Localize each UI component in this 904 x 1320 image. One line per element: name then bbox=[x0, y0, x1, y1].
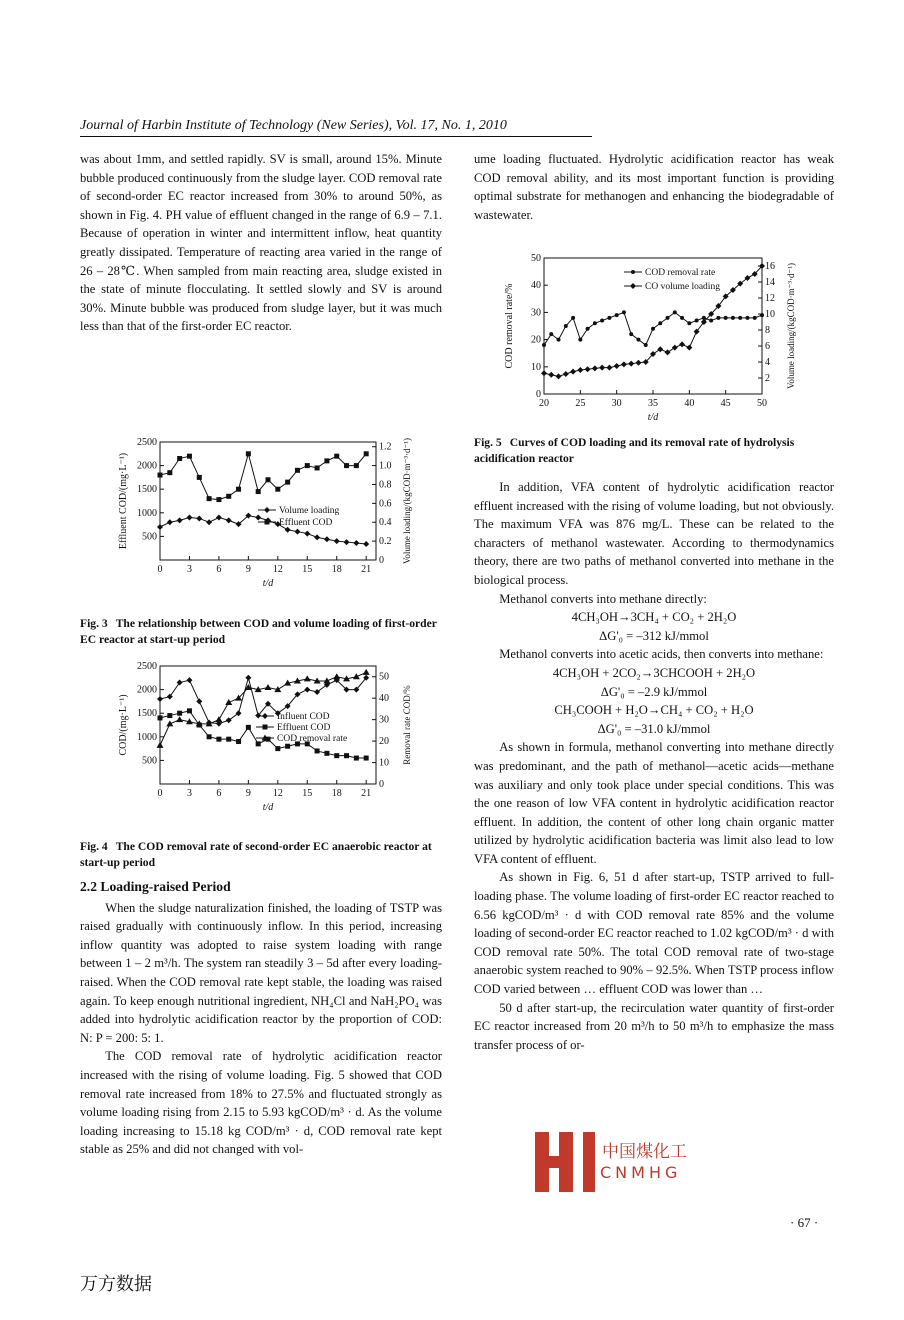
y2-axis-label: Volume loading/(kgCOD·m⁻³·d⁻¹) bbox=[402, 438, 412, 564]
y2-tick-label: 10 bbox=[765, 309, 775, 320]
data-point bbox=[196, 698, 202, 704]
data-point bbox=[157, 524, 163, 530]
data-point bbox=[334, 538, 340, 544]
data-point bbox=[255, 515, 261, 521]
y2-tick-label: 0 bbox=[379, 779, 384, 790]
legend-label: Volume loading bbox=[279, 506, 340, 516]
data-point bbox=[158, 715, 163, 720]
paragraph: ume loading fluctuated. Hydrolytic acidification reactor has weak COD removal ability, and its most important function is providing optimal substrate for methanogen and enhancing the biodegradable of wastewater. bbox=[474, 152, 834, 222]
left-column-bottom bbox=[80, 878, 442, 1159]
data-point bbox=[695, 319, 699, 323]
right-column-bottom bbox=[474, 478, 834, 1054]
fig5-chart bbox=[474, 248, 836, 426]
y-tick-label: 40 bbox=[531, 280, 541, 292]
data-point bbox=[177, 680, 183, 686]
data-point bbox=[621, 361, 627, 367]
data-point bbox=[266, 477, 271, 482]
legend-marker bbox=[262, 713, 268, 719]
data-point bbox=[585, 366, 591, 372]
y-tick-label: 2500 bbox=[137, 661, 157, 672]
x-tick-label: 20 bbox=[539, 398, 549, 409]
y2-tick-label: 16 bbox=[765, 261, 775, 272]
data-point bbox=[177, 517, 183, 523]
data-point bbox=[167, 519, 173, 525]
data-point bbox=[157, 742, 164, 748]
y-tick-label: 500 bbox=[142, 755, 157, 767]
legend-label: Effluent COD bbox=[277, 723, 331, 733]
x-tick-label: 18 bbox=[331, 788, 342, 799]
y2-tick-label: 6 bbox=[765, 341, 770, 352]
data-point bbox=[334, 753, 339, 758]
paragraph: was about 1mm, and settled rapidly. SV is small, around 15%. Minute bubble produced continuously from the sludge layer. COD removal rate of second-order EC reactor increased from 30% to around 50%, as shown in Fig. 4. PH value of effluent changed in the range of 6.9 – 7.1. Because of operation in winter and intermittent inflow, heat quantity greatly dissipated. Temperature of reacting area varied in the range of 26 – 28℃. When sampled from main reacting area, sludge existed in the state of minute flocculating. It settled slowly and SV is around 30%. Minute bubble was produced from sludge layer, but it was much less than that of the first-order EC reactor. bbox=[80, 152, 442, 334]
data-point bbox=[363, 669, 370, 675]
equation-2: 4CH₃OH + 2CO₂→3CHCOOH + 2H₂O bbox=[552, 665, 756, 680]
data-point bbox=[353, 673, 360, 679]
y2-tick-label: 0.8 bbox=[379, 479, 392, 491]
data-point bbox=[216, 737, 221, 742]
data-point bbox=[333, 673, 340, 679]
plot-frame bbox=[160, 666, 376, 784]
y2-tick-label: 0.4 bbox=[379, 517, 392, 529]
data-point bbox=[236, 487, 241, 492]
data-point bbox=[304, 687, 310, 693]
figure-3 bbox=[80, 432, 442, 648]
data-point bbox=[225, 699, 232, 705]
data-point bbox=[285, 744, 290, 749]
fig3-chart bbox=[80, 432, 442, 607]
data-point bbox=[158, 473, 163, 478]
y2-tick-label: 1.2 bbox=[379, 441, 392, 453]
data-point bbox=[315, 465, 320, 470]
y-axis-label: COD/(mg·L⁻¹) bbox=[118, 694, 129, 756]
x-tick-label: 30 bbox=[611, 398, 622, 409]
data-point bbox=[353, 540, 359, 546]
data-point bbox=[745, 316, 749, 320]
data-point bbox=[724, 316, 728, 320]
data-point bbox=[644, 343, 648, 347]
y-tick-label: 500 bbox=[142, 531, 157, 543]
legend-marker bbox=[263, 725, 268, 730]
data-point bbox=[666, 316, 670, 320]
data-point bbox=[167, 470, 172, 475]
data-point bbox=[344, 539, 350, 545]
data-point bbox=[628, 361, 634, 367]
x-tick-label: 18 bbox=[331, 564, 342, 575]
x-tick-label: 45 bbox=[720, 398, 731, 409]
legend-label: Influent COD bbox=[277, 712, 330, 722]
data-point bbox=[615, 313, 619, 317]
paragraph: When the sludge naturalization finished, the loading of TSTP was raised gradually with continuously inflow. In this period, increasing inflow quantity was adopted to raise system loading with range between 1 – 2 m³/h. The system ran steadily 3 – 5d after every loading-raised. When the COD removal rate kept stable, the loading was raised again. To keep enough nutritional ingredient, NH₄Cl and NaH₂PO₄ was added into hydrolytic acidification reactor by the proportion of COD: N: P = 200: 5: 1. bbox=[80, 900, 442, 1045]
x-tick-label: 0 bbox=[157, 564, 163, 575]
fig3-caption bbox=[80, 616, 442, 648]
data-point bbox=[206, 519, 212, 525]
y-tick-label: 2500 bbox=[137, 437, 157, 448]
y2-tick-label: 40 bbox=[379, 693, 389, 705]
legend-marker bbox=[631, 270, 635, 274]
page-number: · 67 · bbox=[790, 1215, 819, 1230]
data-point bbox=[570, 369, 576, 375]
data-point bbox=[334, 454, 339, 459]
fig5-caption bbox=[474, 435, 836, 467]
y2-tick-label: 20 bbox=[379, 736, 389, 748]
data-point bbox=[186, 677, 192, 683]
data-point bbox=[246, 725, 251, 730]
data-point bbox=[657, 346, 663, 352]
x-axis-label: t/d bbox=[262, 578, 274, 589]
data-point bbox=[197, 475, 202, 480]
data-point bbox=[586, 327, 590, 331]
data-point bbox=[295, 468, 300, 473]
data-point bbox=[364, 451, 369, 456]
data-point bbox=[166, 720, 173, 726]
y2-axis-label: Volume loading/(kgCOD·m⁻³·d⁻¹) bbox=[786, 263, 796, 389]
y-tick-label: 10 bbox=[531, 361, 541, 373]
data-point bbox=[236, 739, 241, 744]
data-point bbox=[324, 458, 329, 463]
footer-source: 万方数据 bbox=[80, 1274, 152, 1295]
y2-tick-label: 12 bbox=[765, 293, 775, 304]
data-point bbox=[275, 487, 280, 492]
data-point bbox=[226, 737, 231, 742]
data-point bbox=[709, 319, 713, 323]
data-point bbox=[256, 741, 261, 746]
data-point bbox=[607, 316, 611, 320]
y2-axis-label: Removal rate COD/% bbox=[402, 685, 412, 765]
legend-marker bbox=[264, 507, 270, 513]
x-tick-label: 40 bbox=[684, 398, 695, 409]
watermark-text: 中国煤化工 bbox=[600, 1137, 689, 1162]
data-point bbox=[679, 341, 685, 347]
data-point bbox=[672, 345, 678, 351]
journal-header: Journal of Harbin Institute of Technology (New Series), Vol. 17, No. 1, 2010 bbox=[80, 118, 507, 133]
paragraph: Methanol converts into acetic acids, then converts into methane: bbox=[499, 647, 824, 662]
y-tick-label: 0 bbox=[536, 389, 541, 400]
data-point bbox=[245, 675, 251, 681]
x-tick-label: 21 bbox=[361, 564, 372, 575]
data-point bbox=[167, 713, 172, 718]
x-tick-label: 35 bbox=[648, 398, 658, 409]
x-tick-label: 12 bbox=[272, 788, 283, 799]
data-point bbox=[344, 463, 349, 468]
data-point bbox=[731, 316, 735, 320]
left-column-top bbox=[80, 150, 442, 336]
data-point bbox=[549, 332, 553, 336]
data-point bbox=[614, 363, 620, 369]
data-point bbox=[216, 515, 222, 521]
data-point bbox=[600, 319, 604, 323]
paragraph: Methanol converts into methane directly: bbox=[499, 591, 707, 606]
data-point bbox=[651, 327, 655, 331]
data-point bbox=[354, 463, 359, 468]
data-point bbox=[314, 534, 320, 540]
x-tick-label: 3 bbox=[186, 564, 192, 575]
data-point bbox=[578, 338, 582, 342]
equation-1-gibbs: ΔG'₀ = –312 kJ/mmol bbox=[599, 628, 709, 643]
data-point bbox=[593, 321, 597, 325]
equation-3: CH₃COOH + H₂O→CH₄ + CO₂ + H₂O bbox=[554, 703, 754, 718]
data-point bbox=[738, 316, 742, 320]
y-tick-label: 1500 bbox=[137, 708, 157, 720]
x-tick-label: 6 bbox=[216, 788, 222, 799]
data-point bbox=[599, 365, 605, 371]
paragraph: As shown in Fig. 6, 51 d after start-up, TSTP arrived to full-loading phase. The volume loading of first-order EC reactor reached to 6.56 kgCOD/m³ · d with COD removal rate 85% and the volume loading of second-order EC reactor reached to 1.02 kgCOD/m³ · d with COD removal rate 50%. The total COD removal rate of two-stage anaerobic system reached to 90% – 92.5%. When TSTP process inflow COD varied between … effluent COD was lower than … bbox=[474, 870, 834, 997]
data-point bbox=[564, 324, 568, 328]
data-point bbox=[665, 349, 671, 355]
y2-tick-label: 0.2 bbox=[379, 536, 392, 548]
y2-tick-label: 0 bbox=[379, 555, 384, 566]
y-tick-label: 50 bbox=[531, 253, 541, 264]
legend-marker bbox=[265, 520, 270, 525]
data-point bbox=[363, 541, 369, 547]
data-point bbox=[686, 345, 692, 351]
fig4-chart bbox=[80, 656, 442, 828]
watermark-text-en: CNMHG bbox=[600, 1163, 682, 1182]
y2-tick-label: 50 bbox=[379, 671, 389, 683]
paragraph: As shown in formula, methanol converting into methane directly was predominant, and the path of methanol—acetic acids—methane was auxiliary and only took place under special conditions. This was the one reason of low VFA content in hydrolytic acidification reactor effluent. In addition, the content of other long chain organic matter utilized by hydrolytic acidification bacteria was limit also lead to low VFA content of effluent. bbox=[474, 740, 834, 866]
equation-1: 4CH₃OH→3CH₄ + CO₂ + 2H₂O bbox=[571, 610, 737, 625]
data-point bbox=[216, 497, 221, 502]
x-tick-label: 15 bbox=[302, 564, 313, 575]
legend-label: CO volume loading bbox=[645, 282, 720, 292]
fig3-caption-text: The relationship between COD and volume loading of first-order EC reactor at start-up period bbox=[80, 617, 437, 646]
y-tick-label: 30 bbox=[531, 307, 541, 319]
data-point bbox=[315, 748, 320, 753]
data-point bbox=[760, 313, 764, 317]
data-point bbox=[592, 365, 598, 371]
y-tick-label: 20 bbox=[531, 334, 541, 346]
paragraph: In addition, VFA content of hydrolytic acidification reactor effluent increased with the rising of volume loading, but not obviously. The maximum VFA was 876 mg/L. These can be related to the characters of methanol wastewater. According to thermodynamics theory, there are two paths of methanol converted into methane in the biological process. bbox=[474, 480, 834, 587]
y2-tick-label: 2 bbox=[765, 373, 770, 384]
data-point bbox=[187, 454, 192, 459]
plot-frame bbox=[160, 442, 376, 560]
right-column-top bbox=[474, 150, 834, 224]
y2-tick-label: 4 bbox=[765, 357, 770, 368]
data-point bbox=[635, 360, 641, 366]
legend-label: Effluent COD bbox=[279, 518, 333, 528]
data-point bbox=[265, 684, 272, 690]
data-point bbox=[622, 310, 626, 314]
data-point bbox=[557, 338, 561, 342]
data-point bbox=[207, 734, 212, 739]
data-point bbox=[606, 365, 612, 371]
data-point bbox=[226, 494, 231, 499]
figure-4 bbox=[80, 656, 442, 871]
x-tick-label: 25 bbox=[575, 398, 586, 409]
data-point bbox=[541, 370, 547, 376]
x-tick-label: 15 bbox=[302, 788, 313, 799]
data-point bbox=[673, 310, 677, 314]
legend-label: COD removal rate bbox=[645, 268, 716, 278]
data-point bbox=[324, 536, 330, 542]
data-point bbox=[177, 711, 182, 716]
fig5-caption-label: Fig. 5 bbox=[474, 436, 502, 449]
x-tick-label: 3 bbox=[186, 788, 192, 799]
x-tick-label: 9 bbox=[245, 564, 251, 575]
x-tick-label: 21 bbox=[361, 788, 372, 799]
x-tick-label: 0 bbox=[157, 788, 163, 799]
data-point bbox=[207, 496, 212, 501]
x-tick-label: 12 bbox=[272, 564, 283, 575]
data-point bbox=[571, 316, 575, 320]
data-point bbox=[215, 716, 222, 722]
data-point bbox=[324, 751, 329, 756]
fig4-caption-text: The COD removal rate of second-order EC anaerobic reactor at start-up period bbox=[80, 840, 432, 869]
data-point bbox=[753, 316, 757, 320]
data-point bbox=[304, 531, 310, 537]
series-line-1 bbox=[160, 454, 366, 500]
y2-tick-label: 1.0 bbox=[379, 460, 392, 472]
y2-tick-label: 14 bbox=[765, 277, 775, 288]
y2-tick-label: 0.6 bbox=[379, 498, 392, 510]
data-point bbox=[658, 321, 662, 325]
equation-2-gibbs: ΔG'₀ = –2.9 kJ/mmol bbox=[600, 684, 708, 699]
plot-frame bbox=[544, 258, 762, 394]
x-axis-label: t/d bbox=[647, 412, 659, 423]
fig5-caption-text: Curves of COD loading and its removal rate of hydrolysis acidification reactor bbox=[474, 436, 795, 465]
data-point bbox=[304, 675, 311, 681]
data-point bbox=[196, 515, 202, 521]
data-point bbox=[716, 316, 720, 320]
data-point bbox=[187, 708, 192, 713]
data-point bbox=[285, 480, 290, 485]
y-tick-label: 2000 bbox=[137, 684, 157, 696]
x-tick-label: 50 bbox=[757, 398, 767, 409]
y2-tick-label: 30 bbox=[379, 714, 389, 726]
y-tick-label: 1000 bbox=[137, 507, 157, 519]
data-point bbox=[226, 517, 232, 523]
data-point bbox=[344, 753, 349, 758]
x-tick-label: 9 bbox=[245, 788, 251, 799]
data-point bbox=[680, 316, 684, 320]
x-axis-label: t/d bbox=[262, 802, 274, 813]
data-point bbox=[577, 367, 583, 373]
data-point bbox=[563, 371, 569, 377]
data-point bbox=[275, 746, 280, 751]
y-tick-label: 2000 bbox=[137, 460, 157, 472]
data-point bbox=[256, 489, 261, 494]
paragraph: The COD removal rate of hydrolytic acidification reactor increased with the rising of volume loading. Fig. 5 showed that COD removal rate increased from 18% to 27.5% and fluctuated strongly as volume loading rising from 2.15 to 5.93 kgCOD/m³ · d. As the volume loading increasing to 15.18 kg COD/m³ · d, COD removal rate kept stable as 25% and did not changed with vol- bbox=[80, 1049, 442, 1157]
data-point bbox=[548, 372, 554, 378]
data-point bbox=[364, 756, 369, 761]
y-axis-label: COD removal rate/% bbox=[504, 283, 515, 369]
y-tick-label: 1500 bbox=[137, 484, 157, 496]
data-point bbox=[167, 694, 173, 700]
paragraph: 50 d after start-up, the recirculation water quantity of first-order EC reactor increased from 20 m³/h to 50 m³/h to emphasize the mass transfer process of or- bbox=[474, 1000, 834, 1052]
header-rule bbox=[80, 136, 592, 137]
data-point bbox=[157, 696, 163, 702]
y-tick-label: 1000 bbox=[137, 731, 157, 743]
y-axis-label: Effluent COD/(mg·L⁻¹) bbox=[118, 452, 129, 550]
section-heading: 2.2 Loading-raised Period bbox=[80, 879, 231, 894]
data-point bbox=[177, 456, 182, 461]
fig3-caption-label: Fig. 3 bbox=[80, 617, 108, 630]
data-point bbox=[186, 515, 192, 521]
data-point bbox=[354, 756, 359, 761]
legend-label: COD removal rate bbox=[277, 734, 348, 744]
data-point bbox=[687, 321, 691, 325]
legend-marker bbox=[630, 283, 636, 289]
data-point bbox=[206, 720, 213, 726]
data-point bbox=[305, 463, 310, 468]
data-point bbox=[176, 716, 183, 722]
data-point bbox=[629, 332, 633, 336]
data-point bbox=[294, 529, 300, 535]
fig4-caption-label: Fig. 4 bbox=[80, 840, 108, 853]
y2-tick-label: 10 bbox=[379, 757, 389, 769]
data-point bbox=[542, 343, 546, 347]
figure-5 bbox=[474, 248, 836, 467]
equation-3-gibbs: ΔG'₀ = –31.0 kJ/mmol bbox=[597, 721, 711, 736]
data-point bbox=[636, 338, 640, 342]
x-tick-label: 6 bbox=[216, 564, 222, 575]
fig4-caption bbox=[80, 839, 442, 871]
y2-tick-label: 8 bbox=[765, 325, 770, 336]
data-point bbox=[246, 451, 251, 456]
data-point bbox=[556, 373, 562, 379]
